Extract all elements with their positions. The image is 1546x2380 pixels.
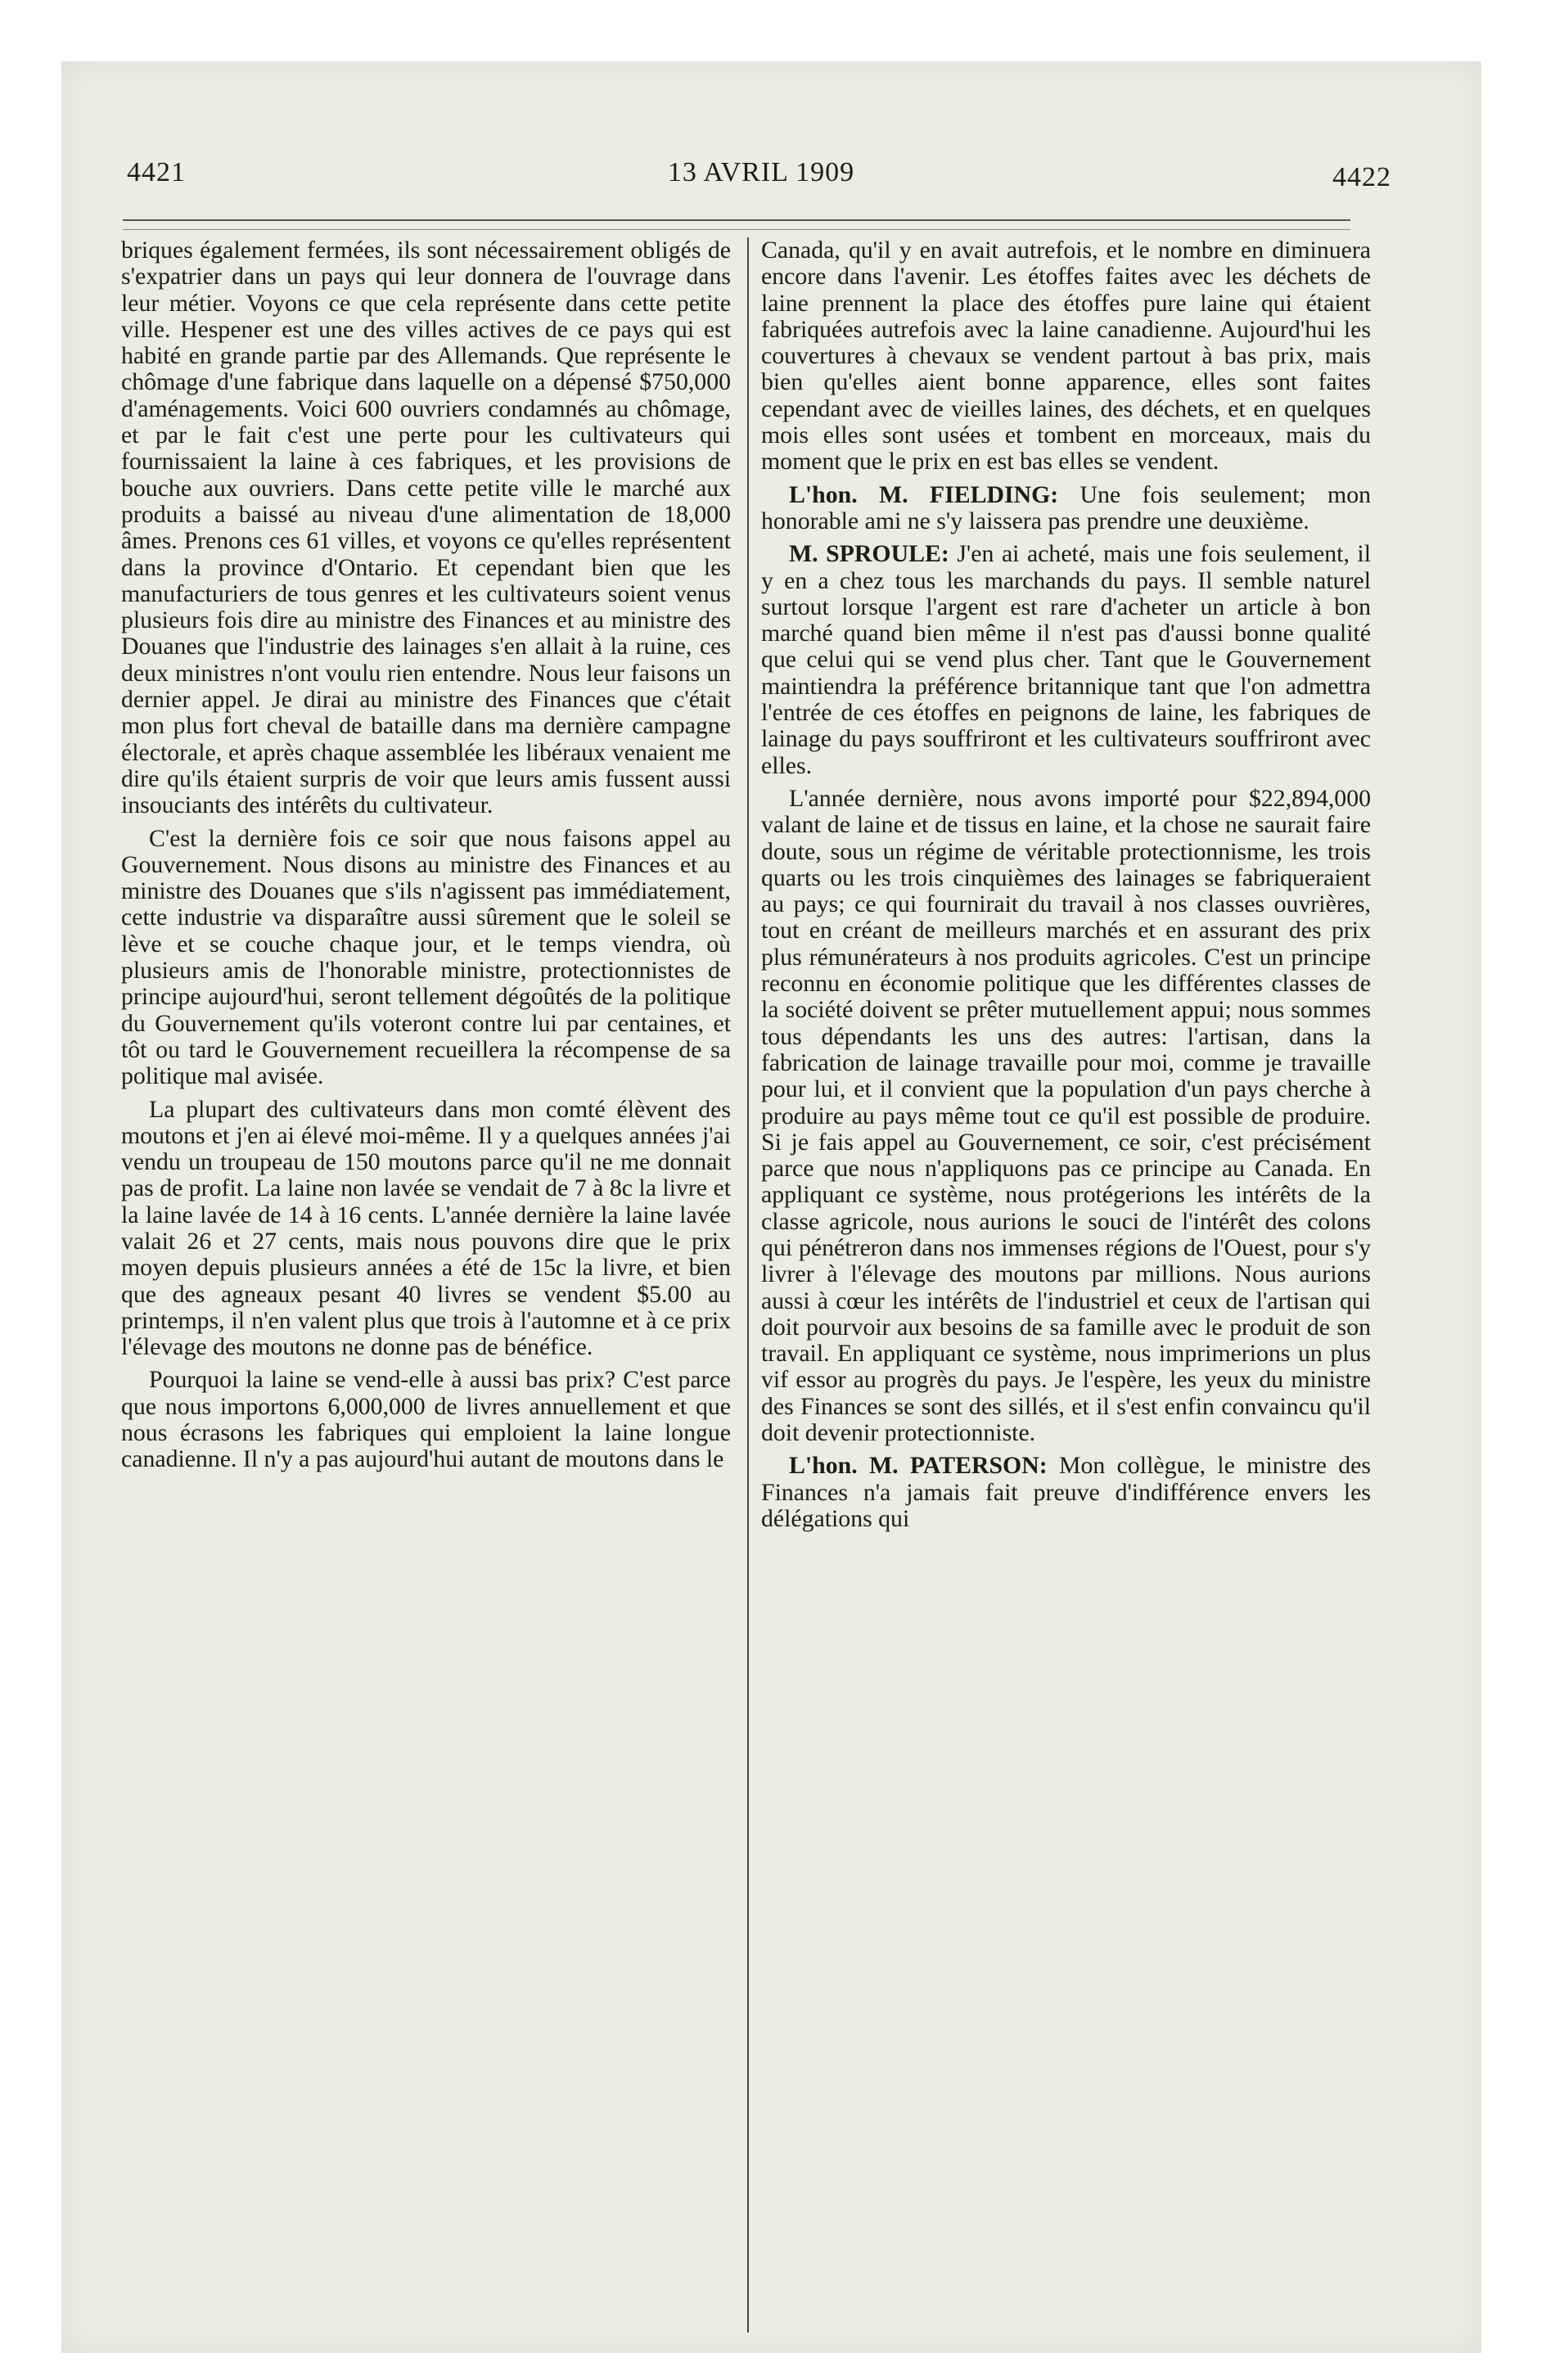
page-number-left: 4421 xyxy=(127,157,186,187)
paragraph: C'est la dernière fois ce soir que nous faisons appel au Gouvernement. Nous disons au ministre des Finances et au ministre des Douanes que s'ils n'agissent pas immédiatement, cette industrie va disparaître aussi sûrement que le soleil se lève et se couche chaque jour, et le temps viendra, où plusieurs amis de l'honorable ministre, protectionnistes de principe aujourd'hui, seront tellement dégoûtés de la politique du Gouvernement qu'ils voteront contre lui par centaines, et tôt ou tard le Gouvernement recueillera la récompense de sa politique mal avisée. xyxy=(121,824,731,1090)
speech-text: J'en ai acheté, mais une fois seulement, il y en a chez tous les marchands du pays. Il semble naturel surtout lorsque l'argent est rare d'acheter un article à bon marché quand bien même il n'est pas d'aussi bonne qualité que celui qui se vend plus cher. Tant que le Gouvernement maintiendra la préférence britannique tant que l'on admettra l'entrée de ces étoffes en peignons de laine, les fabriques de lainage du pays souffriront et les cultivateurs souffriront avec elles. xyxy=(761,540,1371,779)
speech-sproule xyxy=(761,541,1371,779)
speaker-name: M. SPROULE: xyxy=(789,540,949,568)
paragraph: Pourquoi la laine se vend-elle à aussi bas prix? C'est parce que nous importons 6,000,000 de livres annuellement et que nous écrasons les fabriques qui emploient la laine longue canadienne. Il n'y a pas aujourd'hui autant de moutons dans le xyxy=(121,1366,731,1473)
speaker-name: L'hon. M. PATERSON: xyxy=(789,1452,1048,1480)
speech-text: Mon collègue, le ministre des Finances n'a jamais fait preuve d'indifférence envers les délégations qui xyxy=(761,1452,1372,1532)
header-rule-thin xyxy=(123,229,1350,230)
header-rule xyxy=(123,219,1350,221)
column-divider xyxy=(747,237,749,2333)
paragraph: briques également fermées, ils sont nécessairement obligés de s'expatrier dans un pays qui leur donnera de l'ouvrage dans leur métier. Voyons ce que cela représente dans cette petite ville. Hespener est une des villes actives de ce pays qui est habité en grande partie par des Allemands. Que représente le chômage d'une fabrique dans laquelle on a dépensé $750,000 d'aménagements. Voici 600 ouvriers condamnés au chômage, et par le fait c'est une perte pour les cultivateurs qui fournissaient la laine à ces fabriques, et les provisions de bouche aux ouvriers. Dans cette petite ville le marché aux produits a baissé au niveau d'une alimentation de 18,000 âmes. Prenons ces 61 villes, et voyons ce qu'elles représentent dans la province d'Ontario. Et cependant bien que les manufacturiers de tous genres et les cultivateurs soient venus plusieurs fois dire au ministre des Finances et au ministre des Douanes que l'industrie des lainages s'en allait à la ruine, ces deux ministres n'ont voulu rien entendre. Nous leur faisons un dernier appel. Je dirai au ministre des Finances que c'était mon plus fort cheval de bataille dans ma dernière campagne électorale, et après chaque assemblée les libéraux venaient me dire qu'ils étaient surpris de voir que leurs amis fussent aussi insouciants des intérêts du cultivateur. xyxy=(121,237,731,819)
speech-text: Une fois seulement; mon honorable ami ne s'y laissera pas prendre une deuxième. xyxy=(761,480,1371,534)
right-column xyxy=(761,237,1371,1532)
paragraph: Canada, qu'il y en avait autrefois, et le nombre en diminuera encore dans l'avenir. Les étoffes faites avec les déchets de laine prennent la place des étoffes pure laine qui étaient fabriquées autrefois avec la laine canadienne. Aujourd'hui les couvertures à chevaux se vendent partout à bas prix, mais bien qu'elles aient bonne apparence, elles sont faites cependant avec de vieilles laines, des déchets, et en quelques mois elles sont usées et tombent en morceaux, mais du moment que le prix en est bas elles se vendent. xyxy=(761,237,1371,476)
left-column xyxy=(121,237,731,1473)
speech-fielding xyxy=(761,482,1371,535)
paragraph: La plupart des cultivateurs dans mon comté élèvent des moutons et j'en ai élevé moi-même. Il y a quelques années j'ai vendu un troupeau de 150 moutons parce qu'il ne me donnait pas de profit. La laine non lavée se vendait de 7 à 8c la livre et la laine lavée de 14 à 16 cents. L'année dernière la laine lavée valait 26 et 27 cents, mais nous pouvons dire que le prix moyen depuis plusieurs années a été de 15c la livre, et bien que des agneaux pesant 40 livres se vendent $5.00 au printemps, il n'en valent plus que trois à l'automne et à ce prix l'élevage des moutons ne donne pas de bénéfice. xyxy=(121,1095,731,1361)
page-header xyxy=(123,147,1400,196)
speaker-name: L'hon. M. FIELDING: xyxy=(789,480,1059,508)
speech-paterson xyxy=(761,1453,1371,1532)
page-date: 13 AVRIL 1909 xyxy=(667,157,855,187)
paragraph: L'année dernière, nous avons importé pour $22,894,000 valant de laine et de tissus en laine, et la chose ne saurait faire doute, sous un régime de véritable protectionnisme, les trois quarts ou les trois cinquièmes des lainages se fabriqueraient au pays; ce qui fournirait du travail à nos classes ouvrières, tout en créant de meilleurs marchés et en assurant des prix plus rémunérateurs à nos produits agricoles. C'est un principe reconnu en économie politique que les différentes classes de la société doivent se prêter mutuellement appui; nous sommes tous dépendants les uns des autres: l'artisan, dans la fabrication de lainage travaille pour moi, comme je travaille pour lui, et il convient que la population d'un pays cherche à produire au pays même tout ce qu'il est possible de produire. Si je fais appel au Gouvernement, ce soir, c'est précisément parce que nous n'appliquons pas ce principe au Canada. En appliquant ce système, nous protégerions les intérêts de la classe agricole, nous aurions le souci de l'intérêt des colons qui pénétreron dans nos immenses régions de l'Ouest, pour s'y livrer à l'élevage des moutons par millions. Nous aurions aussi à cœur les intérêts de l'industriel et ceux de l'artisan qui doit pourvoir aux besoins de sa famille avec le produit de son travail. En appliquant ce système, nous imprimerions un plus vif essor au progrès du pays. Je l'espère, les yeux du ministre des Finances se sont des sillés, et il s'est enfin convaincu qu'il doit devenir protectionniste. xyxy=(761,784,1371,1447)
page-number-right: 4422 xyxy=(1332,162,1391,192)
